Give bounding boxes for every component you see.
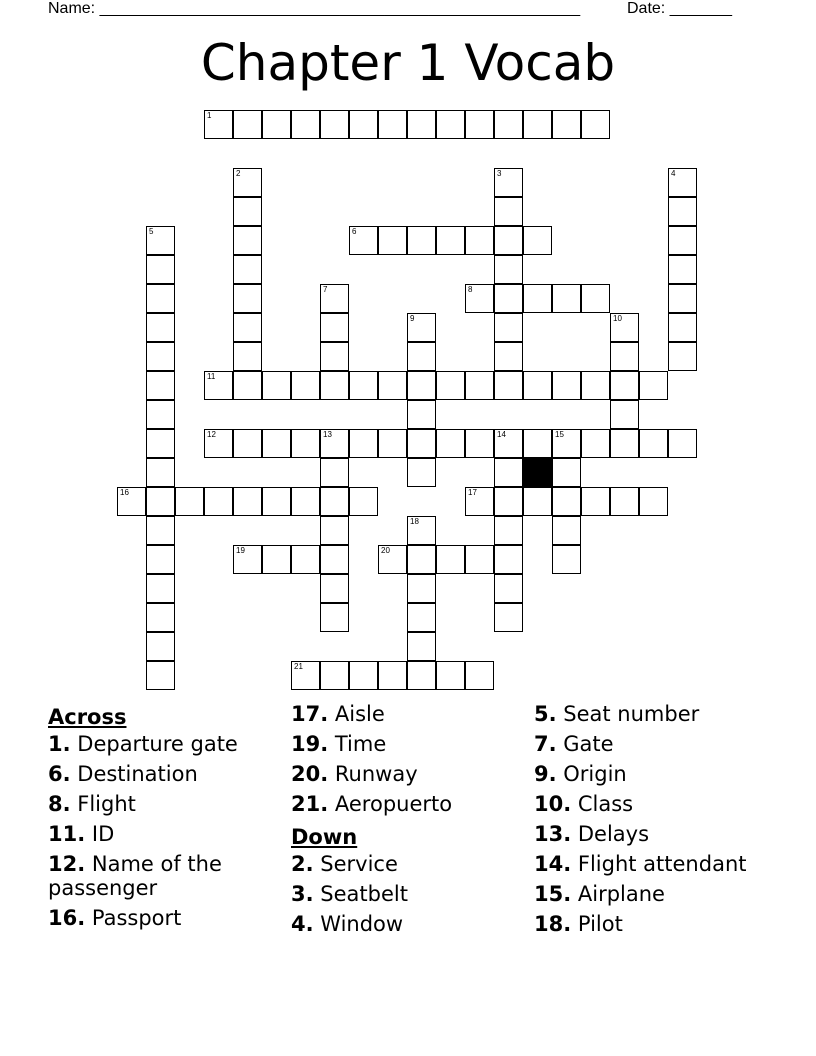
- grid-cell[interactable]: [146, 371, 175, 400]
- grid-cell[interactable]: [610, 342, 639, 371]
- grid-cell[interactable]: [610, 371, 639, 400]
- clue-text: Destination: [70, 762, 198, 786]
- cell-number: 7: [323, 285, 328, 294]
- grid-cell[interactable]: [204, 110, 233, 139]
- grid-cell[interactable]: [465, 284, 494, 313]
- cell-number: 20: [381, 546, 390, 555]
- cell-number: 17: [468, 488, 477, 497]
- grid-cell[interactable]: [552, 487, 581, 516]
- grid-cell[interactable]: [233, 429, 262, 458]
- grid-cell[interactable]: [349, 226, 378, 255]
- clue-number: 4.: [291, 912, 314, 936]
- cell-number: 9: [410, 314, 415, 323]
- clue-number: 9.: [534, 762, 557, 786]
- clue-item: [291, 852, 531, 882]
- clue-text: Time: [328, 732, 387, 756]
- grid-cell[interactable]: [494, 168, 523, 197]
- grid-cell[interactable]: [465, 226, 494, 255]
- grid-cell[interactable]: [291, 487, 320, 516]
- clue-text: Seatbelt: [313, 882, 408, 906]
- grid-cell-blocked: [523, 458, 552, 487]
- grid-cell[interactable]: [320, 342, 349, 371]
- grid-cell[interactable]: [233, 284, 262, 313]
- down-heading: Down: [291, 825, 358, 849]
- grid-cell[interactable]: [465, 110, 494, 139]
- grid-cell[interactable]: [349, 429, 378, 458]
- grid-cell[interactable]: [407, 429, 436, 458]
- clue-number: 17.: [291, 702, 329, 726]
- grid-cell[interactable]: [262, 545, 291, 574]
- cell-number: 11: [207, 372, 216, 381]
- cell-number: 12: [207, 430, 216, 439]
- grid-cell[interactable]: [146, 342, 175, 371]
- clue-text: Runway: [328, 762, 418, 786]
- clue-text: Flight: [70, 792, 136, 816]
- grid-cell[interactable]: [349, 371, 378, 400]
- grid-cell[interactable]: [233, 110, 262, 139]
- grid-cell[interactable]: [320, 487, 349, 516]
- cell-number: 18: [410, 517, 419, 526]
- clue-item: [291, 732, 531, 762]
- grid-cell[interactable]: [494, 487, 523, 516]
- clue-item: [534, 762, 774, 792]
- grid-cell[interactable]: [407, 545, 436, 574]
- grid-cell[interactable]: [639, 487, 668, 516]
- grid-cell[interactable]: [146, 661, 175, 690]
- grid-cell[interactable]: [407, 574, 436, 603]
- grid-cell[interactable]: [320, 516, 349, 545]
- cell-number: 19: [236, 546, 245, 555]
- cell-number: 3: [497, 169, 502, 178]
- grid-cell[interactable]: [465, 545, 494, 574]
- grid-cell[interactable]: [465, 487, 494, 516]
- clue-item: [48, 852, 288, 906]
- page-title: Chapter 1 Vocab: [200, 34, 616, 92]
- grid-cell[interactable]: [494, 603, 523, 632]
- clue-item: [48, 762, 288, 792]
- clue-number: 15.: [534, 882, 572, 906]
- grid-cell[interactable]: [349, 110, 378, 139]
- grid-cell[interactable]: [494, 226, 523, 255]
- cell-number: 2: [236, 169, 241, 178]
- grid-cell[interactable]: [233, 226, 262, 255]
- cell-number: 13: [323, 430, 332, 439]
- grid-cell[interactable]: [668, 168, 697, 197]
- grid-cell[interactable]: [610, 400, 639, 429]
- grid-cell[interactable]: [378, 110, 407, 139]
- grid-cell[interactable]: [320, 371, 349, 400]
- grid-cell[interactable]: [668, 429, 697, 458]
- grid-cell[interactable]: [668, 342, 697, 371]
- clue-text: ID: [85, 822, 115, 846]
- clue-number: 19.: [291, 732, 329, 756]
- grid-cell[interactable]: [378, 545, 407, 574]
- grid-cell[interactable]: [291, 545, 320, 574]
- clue-text: Seat number: [556, 702, 700, 726]
- grid-cell[interactable]: [523, 110, 552, 139]
- grid-cell[interactable]: [378, 429, 407, 458]
- grid-cell[interactable]: [668, 255, 697, 284]
- clue-text: Origin: [556, 762, 627, 786]
- grid-cell[interactable]: [146, 574, 175, 603]
- grid-cell[interactable]: [146, 313, 175, 342]
- grid-cell[interactable]: [146, 255, 175, 284]
- grid-cell[interactable]: [146, 400, 175, 429]
- clue-text: Aeropuerto: [328, 792, 453, 816]
- cell-number: 5: [149, 227, 154, 236]
- clue-item: [291, 792, 531, 822]
- cell-number: 21: [294, 662, 303, 671]
- grid-cell[interactable]: [146, 458, 175, 487]
- grid-cell[interactable]: [668, 226, 697, 255]
- clue-number: 5.: [534, 702, 557, 726]
- grid-cell[interactable]: [581, 371, 610, 400]
- grid-cell[interactable]: [552, 458, 581, 487]
- clue-item: [48, 822, 288, 852]
- clue-text: Gate: [556, 732, 614, 756]
- grid-cell[interactable]: [494, 371, 523, 400]
- grid-cell[interactable]: [407, 400, 436, 429]
- grid-cell[interactable]: [436, 545, 465, 574]
- clue-item: [534, 702, 774, 732]
- clue-item: [534, 792, 774, 822]
- clue-item: [291, 702, 531, 732]
- grid-cell[interactable]: [610, 487, 639, 516]
- grid-cell[interactable]: [465, 371, 494, 400]
- grid-cell[interactable]: [320, 574, 349, 603]
- grid-cell[interactable]: [523, 371, 552, 400]
- grid-cell[interactable]: [523, 284, 552, 313]
- grid-cell[interactable]: [349, 487, 378, 516]
- grid-cell[interactable]: [523, 226, 552, 255]
- grid-cell[interactable]: [552, 284, 581, 313]
- clue-text: Departure gate: [70, 732, 238, 756]
- grid-cell[interactable]: [436, 371, 465, 400]
- grid-cell[interactable]: [494, 284, 523, 313]
- grid-cell[interactable]: [436, 226, 465, 255]
- grid-cell[interactable]: [494, 197, 523, 226]
- grid-cell[interactable]: [320, 661, 349, 690]
- grid-cell[interactable]: [494, 313, 523, 342]
- grid-cell[interactable]: [146, 516, 175, 545]
- grid-cell[interactable]: [668, 284, 697, 313]
- grid-cell[interactable]: [639, 371, 668, 400]
- cell-number: 15: [555, 430, 564, 439]
- grid-cell[interactable]: [494, 429, 523, 458]
- clue-number: 11.: [48, 822, 86, 846]
- grid-cell[interactable]: [378, 226, 407, 255]
- grid-cell[interactable]: [610, 313, 639, 342]
- grid-cell[interactable]: [146, 429, 175, 458]
- grid-cell[interactable]: [320, 110, 349, 139]
- grid-cell[interactable]: [233, 487, 262, 516]
- clue-number: 20.: [291, 762, 329, 786]
- grid-cell[interactable]: [407, 371, 436, 400]
- grid-cell[interactable]: [494, 574, 523, 603]
- grid-cell[interactable]: [378, 661, 407, 690]
- clue-number: 21.: [291, 792, 329, 816]
- grid-cell[interactable]: [407, 661, 436, 690]
- grid-cell[interactable]: [233, 313, 262, 342]
- grid-cell[interactable]: [407, 342, 436, 371]
- grid-cell[interactable]: [233, 342, 262, 371]
- clue-text: Delays: [571, 822, 650, 846]
- clue-text: Window: [313, 912, 404, 936]
- grid-cell[interactable]: [639, 429, 668, 458]
- clue-item: [291, 912, 531, 942]
- clue-number: 14.: [534, 852, 572, 876]
- grid-cell[interactable]: [233, 371, 262, 400]
- grid-cell[interactable]: [175, 487, 204, 516]
- clue-text: Flight attendant: [571, 852, 747, 876]
- grid-cell[interactable]: [552, 429, 581, 458]
- grid-cell[interactable]: [146, 545, 175, 574]
- clue-item: [534, 732, 774, 762]
- grid-cell[interactable]: [436, 429, 465, 458]
- grid-cell[interactable]: [262, 110, 291, 139]
- grid-cell[interactable]: [378, 371, 407, 400]
- grid-cell[interactable]: [204, 487, 233, 516]
- grid-cell[interactable]: [494, 255, 523, 284]
- grid-cell[interactable]: [581, 284, 610, 313]
- clue-number: 13.: [534, 822, 572, 846]
- grid-cell[interactable]: [407, 226, 436, 255]
- grid-cell[interactable]: [262, 429, 291, 458]
- grid-cell[interactable]: [407, 516, 436, 545]
- grid-cell[interactable]: [494, 342, 523, 371]
- grid-cell[interactable]: [407, 458, 436, 487]
- grid-cell[interactable]: [581, 487, 610, 516]
- grid-cell[interactable]: [436, 110, 465, 139]
- clue-text: Aisle: [328, 702, 385, 726]
- grid-cell[interactable]: [581, 110, 610, 139]
- grid-cell[interactable]: [291, 429, 320, 458]
- clue-number: 6.: [48, 762, 71, 786]
- grid-cell[interactable]: [523, 429, 552, 458]
- grid-cell[interactable]: [494, 458, 523, 487]
- clue-column-3: [534, 702, 774, 942]
- clue-number: 1.: [48, 732, 71, 756]
- clue-text: Passport: [85, 906, 182, 930]
- grid-cell[interactable]: [552, 516, 581, 545]
- grid-cell[interactable]: [436, 661, 465, 690]
- grid-cell[interactable]: [494, 110, 523, 139]
- clue-text: Airplane: [571, 882, 665, 906]
- grid-cell[interactable]: [146, 226, 175, 255]
- clue-number: 8.: [48, 792, 71, 816]
- grid-cell[interactable]: [117, 487, 146, 516]
- across-heading: Across: [48, 705, 127, 729]
- grid-cell[interactable]: [668, 313, 697, 342]
- grid-cell[interactable]: [407, 632, 436, 661]
- clue-item: [534, 882, 774, 912]
- clue-text: Service: [313, 852, 398, 876]
- grid-cell[interactable]: [552, 110, 581, 139]
- cell-number: 16: [120, 488, 129, 497]
- clue-item: [291, 762, 531, 792]
- clue-item: [534, 912, 774, 942]
- grid-cell[interactable]: [320, 458, 349, 487]
- grid-cell[interactable]: [494, 516, 523, 545]
- grid-cell[interactable]: [465, 661, 494, 690]
- clue-item: [48, 906, 288, 936]
- cell-number: 6: [352, 227, 357, 236]
- clue-item: [48, 792, 288, 822]
- clue-number: 16.: [48, 906, 86, 930]
- clue-item: [534, 822, 774, 852]
- clue-number: 10.: [534, 792, 572, 816]
- clue-text: Pilot: [571, 912, 623, 936]
- grid-cell[interactable]: [291, 110, 320, 139]
- cell-number: 8: [468, 285, 473, 294]
- grid-cell[interactable]: [320, 313, 349, 342]
- grid-cell[interactable]: [494, 545, 523, 574]
- grid-cell[interactable]: [233, 168, 262, 197]
- grid-cell[interactable]: [291, 661, 320, 690]
- grid-cell[interactable]: [320, 429, 349, 458]
- grid-cell[interactable]: [146, 632, 175, 661]
- grid-cell[interactable]: [523, 487, 552, 516]
- grid-cell[interactable]: [581, 429, 610, 458]
- cell-number: 10: [613, 314, 622, 323]
- grid-cell[interactable]: [262, 371, 291, 400]
- date-field-label: Date: _______: [627, 0, 732, 17]
- grid-cell[interactable]: [146, 603, 175, 632]
- clue-text: Name of the passenger: [48, 852, 222, 900]
- grid-cell[interactable]: [233, 545, 262, 574]
- grid-cell[interactable]: [349, 661, 378, 690]
- grid-cell[interactable]: [204, 371, 233, 400]
- grid-cell[interactable]: [407, 110, 436, 139]
- grid-cell[interactable]: [233, 255, 262, 284]
- clue-number: 2.: [291, 852, 314, 876]
- grid-cell[interactable]: [146, 284, 175, 313]
- grid-cell[interactable]: [291, 371, 320, 400]
- clue-item: [534, 852, 774, 882]
- clue-text: Class: [571, 792, 634, 816]
- clue-column-1: [48, 702, 288, 936]
- grid-cell[interactable]: [465, 429, 494, 458]
- grid-cell[interactable]: [407, 603, 436, 632]
- clue-column-2: [291, 702, 531, 942]
- grid-cell[interactable]: [146, 487, 175, 516]
- grid-cell[interactable]: [204, 429, 233, 458]
- clue-number: 7.: [534, 732, 557, 756]
- name-field-label: Name: ______________________________________________________: [48, 0, 581, 17]
- grid-cell[interactable]: [552, 371, 581, 400]
- grid-cell[interactable]: [320, 545, 349, 574]
- clue-item: [291, 882, 531, 912]
- cell-number: 4: [671, 169, 676, 178]
- grid-cell[interactable]: [320, 603, 349, 632]
- grid-cell[interactable]: [668, 197, 697, 226]
- cell-number: 14: [497, 430, 506, 439]
- clue-number: 12.: [48, 852, 86, 876]
- grid-cell[interactable]: [552, 545, 581, 574]
- grid-cell[interactable]: [233, 197, 262, 226]
- clue-number: 18.: [534, 912, 572, 936]
- clue-item: [48, 732, 288, 762]
- grid-cell[interactable]: [262, 487, 291, 516]
- grid-cell[interactable]: [610, 429, 639, 458]
- grid-cell[interactable]: [320, 284, 349, 313]
- grid-cell[interactable]: [407, 313, 436, 342]
- clue-number: 3.: [291, 882, 314, 906]
- cell-number: 1: [207, 111, 212, 120]
